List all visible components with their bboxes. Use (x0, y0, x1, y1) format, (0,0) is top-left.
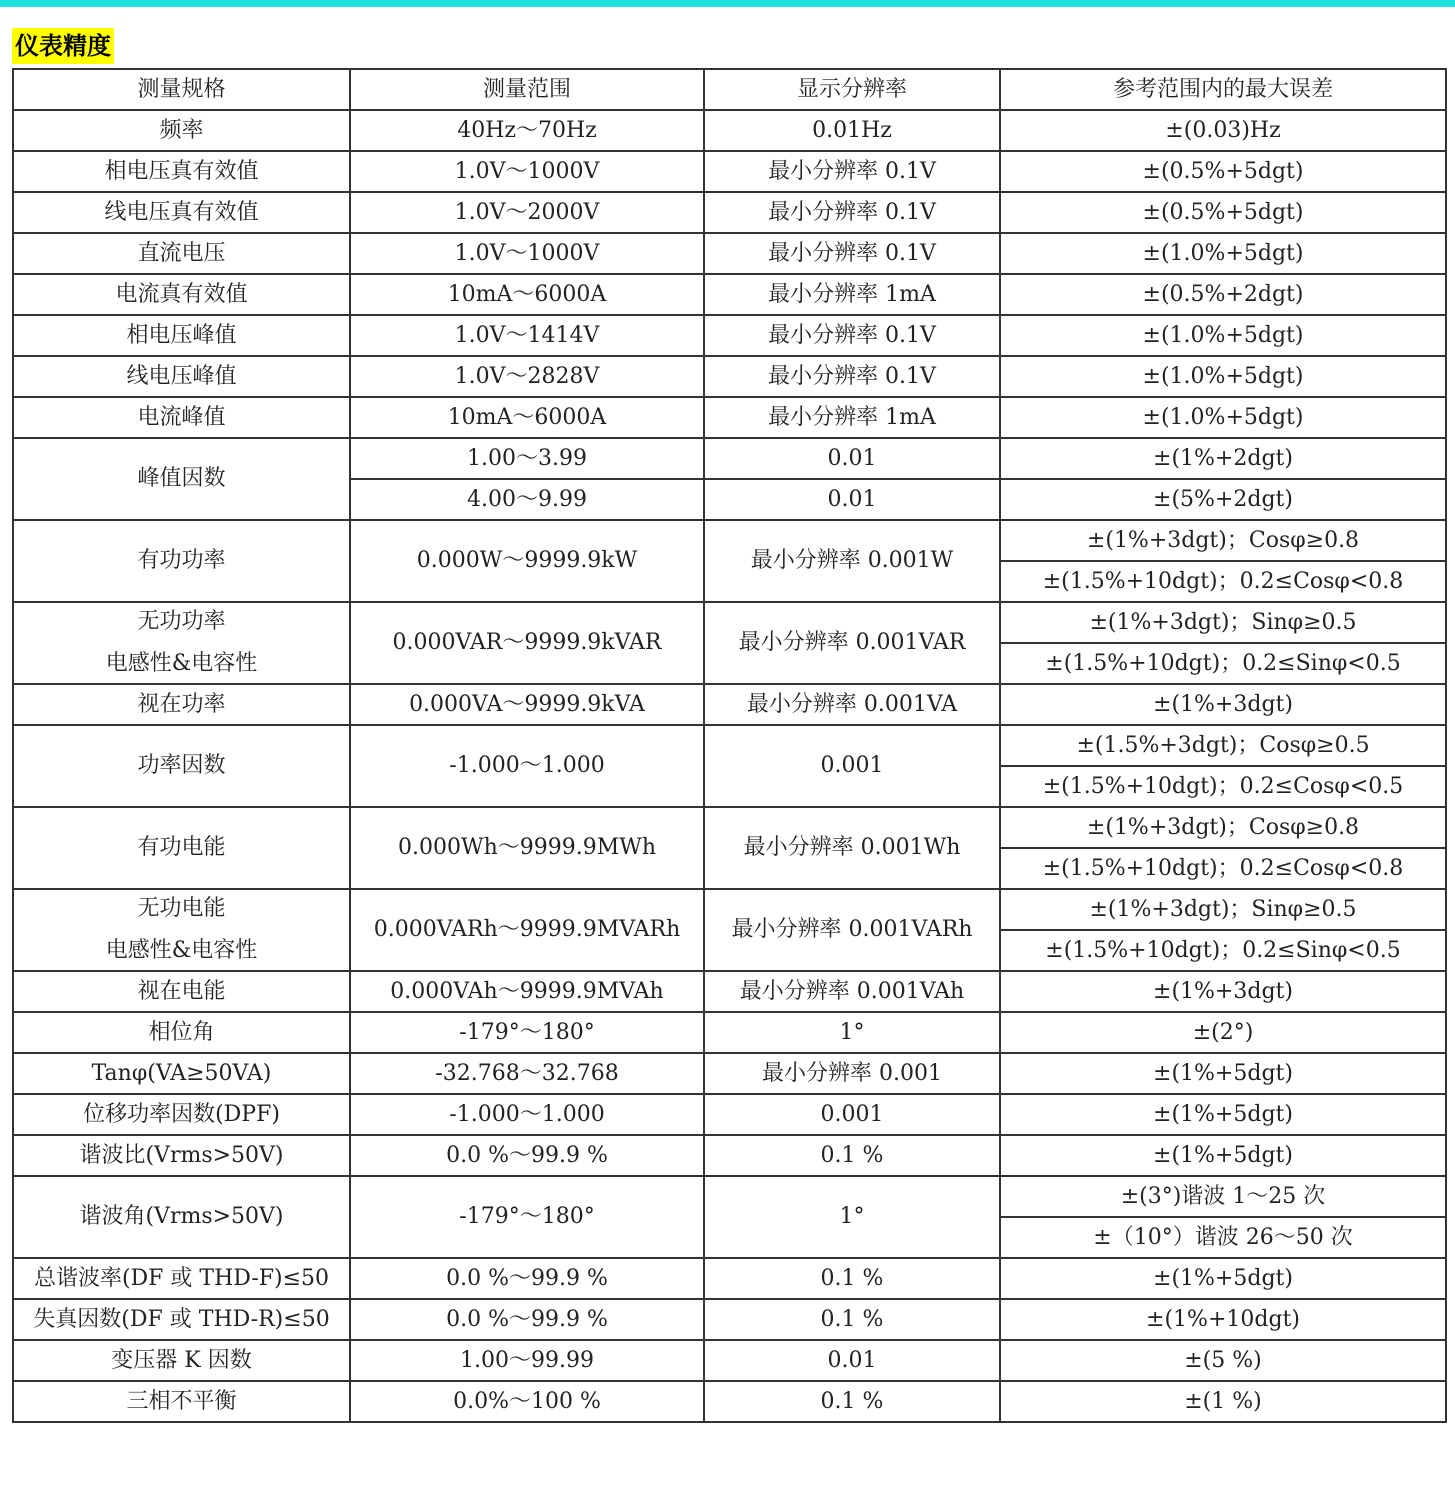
table-row (13, 684, 1446, 725)
resolution-cell: 最小分辨率 0.1V (704, 151, 1000, 192)
table-row (13, 274, 1446, 315)
resolution-cell: 最小分辨率 0.001Wh (704, 807, 1000, 889)
table-row (13, 1176, 1446, 1217)
accuracy-table (12, 68, 1447, 1423)
error-cell: ±(1.5%+10dgt)；0.2≤Cosφ<0.8 (1000, 561, 1446, 602)
error-cell: ±(1.5%+10dgt)；0.2≤Cosφ<0.5 (1000, 766, 1446, 807)
spec-name-cell (13, 1176, 350, 1258)
range-cell: 0.0 %～99.9 % (350, 1135, 704, 1176)
error-cell: ±(0.03)Hz (1000, 110, 1446, 151)
resolution-cell: 最小分辨率 0.001VAh (704, 971, 1000, 1012)
resolution-cell: 0.01 (704, 438, 1000, 479)
spec-name-line: 相电压峰值 (126, 322, 237, 348)
table-row (13, 602, 1446, 643)
spec-name-cell (13, 110, 350, 151)
section-title: 仪表精度 (12, 28, 114, 64)
resolution-cell: 0.1 % (704, 1258, 1000, 1299)
spec-name-line: 总谐波率(DF 或 THD-F)≤50 (33, 1265, 330, 1291)
error-cell: ±(5 %) (1000, 1340, 1446, 1381)
spec-name-cell (13, 602, 350, 684)
table-row (13, 110, 1446, 151)
spec-name-line: 线电压真有效值 (104, 199, 259, 225)
resolution-cell: 最小分辨率 0.1V (704, 356, 1000, 397)
spec-name-line: 视在功率 (137, 691, 226, 717)
error-cell: ±(1%+3dgt) (1000, 971, 1446, 1012)
range-cell: 0.000VAR～9999.9kVAR (350, 602, 704, 684)
table-row (13, 192, 1446, 233)
error-cell: ±(1%+3dgt)；Cosφ≥0.8 (1000, 520, 1446, 561)
spec-name-line: 电感性&电容性 (105, 938, 258, 963)
table-row (13, 520, 1446, 561)
range-cell: -1.000～1.000 (350, 725, 704, 807)
spec-name-cell (13, 397, 350, 438)
error-cell: ±(1%+3dgt) (1000, 684, 1446, 725)
spec-name-cell (13, 889, 350, 971)
resolution-cell: 0.001 (704, 1094, 1000, 1135)
table-row (13, 356, 1446, 397)
resolution-cell: 最小分辨率 0.001VARh (704, 889, 1000, 971)
spec-name-line: 线电压峰值 (126, 363, 237, 389)
spec-name-cell (13, 233, 350, 274)
spec-name-cell (13, 274, 350, 315)
error-cell: ±(1%+5dgt) (1000, 1135, 1446, 1176)
error-cell: ±(3°)谐波 1～25 次 (1000, 1176, 1446, 1217)
error-cell: ±(1.0%+5dgt) (1000, 233, 1446, 274)
table-row (13, 233, 1446, 274)
table-row (13, 725, 1446, 766)
range-cell: 4.00～9.99 (350, 479, 704, 520)
error-cell: ±(1%+10dgt) (1000, 1299, 1446, 1340)
table-row (13, 1094, 1446, 1135)
table-row (13, 889, 1446, 930)
error-cell: ±(1.5%+10dgt)；0.2≤Sinφ<0.5 (1000, 930, 1446, 971)
error-cell: ±(1.5%+10dgt)；0.2≤Cosφ<0.8 (1000, 848, 1446, 889)
spec-name-line: 谐波角(Vrms>50V) (79, 1204, 284, 1229)
spec-name-cell (13, 1299, 350, 1340)
spec-name-line: 位移功率因数(DPF) (83, 1101, 280, 1127)
spec-name-line: 相位角 (148, 1019, 215, 1045)
range-cell: 0.000Wh～9999.9MWh (350, 807, 704, 889)
error-cell: ±(1%+3dgt)；Sinφ≥0.5 (1000, 602, 1446, 643)
spec-name-line: 电流真有效值 (115, 281, 248, 307)
spec-name-line: 有功电能 (137, 835, 226, 860)
spec-name-cell (13, 1012, 350, 1053)
table-row (13, 1340, 1446, 1381)
spec-name-line: 谐波比(Vrms>50V) (79, 1142, 284, 1168)
spec-name-line: Tanφ(VA≥50VA) (91, 1060, 272, 1086)
spec-name-cell (13, 1135, 350, 1176)
table-row (13, 1258, 1446, 1299)
error-cell: ±(1%+3dgt)；Sinφ≥0.5 (1000, 889, 1446, 930)
table-row (13, 1299, 1446, 1340)
spec-name-cell (13, 438, 350, 520)
error-cell: ±(1 %) (1000, 1381, 1446, 1422)
error-cell: ±(5%+2dgt) (1000, 479, 1446, 520)
resolution-cell: 0.1 % (704, 1135, 1000, 1176)
resolution-cell: 最小分辨率 0.001VAR (704, 602, 1000, 684)
table-row (13, 971, 1446, 1012)
range-cell: 0.0 %～99.9 % (350, 1258, 704, 1299)
error-cell: ±(1%+5dgt) (1000, 1094, 1446, 1135)
table-row (13, 397, 1446, 438)
spec-name-line: 三相不平衡 (126, 1388, 237, 1414)
error-cell: ±(1.5%+10dgt)；0.2≤Sinφ<0.5 (1000, 643, 1446, 684)
resolution-cell: 最小分辨率 0.1V (704, 192, 1000, 233)
spec-name-cell (13, 1381, 350, 1422)
range-cell: 0.0%～100 % (350, 1381, 704, 1422)
resolution-cell: 最小分辨率 0.1V (704, 315, 1000, 356)
spec-name-line: 相电压真有效值 (104, 158, 259, 184)
spec-name-line: 视在电能 (137, 978, 226, 1004)
spec-name-cell (13, 971, 350, 1012)
table-row (13, 1053, 1446, 1094)
error-cell: ±(0.5%+5dgt) (1000, 192, 1446, 233)
resolution-cell: 0.01 (704, 479, 1000, 520)
spec-name-cell (13, 315, 350, 356)
table-row (13, 807, 1446, 848)
range-cell: 0.000VA～9999.9kVA (350, 684, 704, 725)
error-cell: ±(1.0%+5dgt) (1000, 315, 1446, 356)
spec-name-line: 峰值因数 (137, 466, 226, 491)
spec-name-cell (13, 1340, 350, 1381)
spec-name-line: 功率因数 (137, 753, 226, 778)
spec-name-line: 有功功率 (137, 548, 226, 573)
range-cell: 1.0V～1000V (350, 151, 704, 192)
header-cell: 测量范围 (350, 69, 704, 110)
spec-name-line: 直流电压 (137, 240, 226, 266)
spec-name-cell (13, 356, 350, 397)
resolution-cell: 最小分辨率 1mA (704, 397, 1000, 438)
range-cell: 0.000VARh～9999.9MVARh (350, 889, 704, 971)
range-cell: 1.0V～2828V (350, 356, 704, 397)
error-cell: ±（10°）谐波 26～50 次 (1000, 1217, 1446, 1258)
top-accent-bar (0, 0, 1455, 7)
table-row (13, 151, 1446, 192)
spec-name-line: 变压器 K 因数 (111, 1347, 252, 1373)
spec-name-cell (13, 684, 350, 725)
resolution-cell: 0.01 (704, 1340, 1000, 1381)
error-cell: ±(1%+3dgt)；Cosφ≥0.8 (1000, 807, 1446, 848)
table-header-row (13, 69, 1446, 110)
table-row (13, 315, 1446, 356)
spec-name-cell (13, 1053, 350, 1094)
error-cell: ±(1.0%+5dgt) (1000, 356, 1446, 397)
resolution-cell: 0.01Hz (704, 110, 1000, 151)
range-cell: 1.00～3.99 (350, 438, 704, 479)
resolution-cell: 最小分辨率 0.001 (704, 1053, 1000, 1094)
resolution-cell: 最小分辨率 1mA (704, 274, 1000, 315)
range-cell: 40Hz～70Hz (350, 110, 704, 151)
spec-name-cell (13, 192, 350, 233)
spec-name-cell (13, 151, 350, 192)
resolution-cell: 最小分辨率 0.1V (704, 233, 1000, 274)
range-cell: 1.0V～1414V (350, 315, 704, 356)
spec-name-line: 电感性&电容性 (105, 651, 258, 676)
error-cell: ±(1.0%+5dgt) (1000, 397, 1446, 438)
range-cell: -179°～180° (350, 1012, 704, 1053)
spec-name-line: 频率 (159, 117, 204, 143)
spec-name-cell (13, 1258, 350, 1299)
error-cell: ±(0.5%+5dgt) (1000, 151, 1446, 192)
range-cell: 10mA～6000A (350, 274, 704, 315)
spec-name-line: 电流峰值 (137, 404, 226, 430)
error-cell: ±(1%+2dgt) (1000, 438, 1446, 479)
table-row (13, 1135, 1446, 1176)
table-row (13, 1012, 1446, 1053)
range-cell: 1.00～99.99 (350, 1340, 704, 1381)
spec-name-cell (13, 1094, 350, 1135)
range-cell: -32.768～32.768 (350, 1053, 704, 1094)
error-cell: ±(1%+5dgt) (1000, 1053, 1446, 1094)
range-cell: -1.000～1.000 (350, 1094, 704, 1135)
range-cell: -179°～180° (350, 1176, 704, 1258)
error-cell: ±(1%+5dgt) (1000, 1258, 1446, 1299)
spec-name-cell (13, 520, 350, 602)
error-cell: ±(1.5%+3dgt)；Cosφ≥0.5 (1000, 725, 1446, 766)
resolution-cell: 0.001 (704, 725, 1000, 807)
resolution-cell: 最小分辨率 0.001VA (704, 684, 1000, 725)
header-cell: 参考范围内的最大误差 (1000, 69, 1446, 110)
range-cell: 0.000VAh～9999.9MVAh (350, 971, 704, 1012)
range-cell: 0.0 %～99.9 % (350, 1299, 704, 1340)
range-cell: 10mA～6000A (350, 397, 704, 438)
spec-name-line: 无功电能 (137, 896, 226, 921)
resolution-cell: 1° (704, 1012, 1000, 1053)
range-cell: 0.000W～9999.9kW (350, 520, 704, 602)
resolution-cell: 0.1 % (704, 1381, 1000, 1422)
spec-name-line: 失真因数(DF 或 THD-R)≤50 (33, 1306, 330, 1332)
spec-name-cell (13, 725, 350, 807)
resolution-cell: 1° (704, 1176, 1000, 1258)
error-cell: ±(2°) (1000, 1012, 1446, 1053)
error-cell: ±(0.5%+2dgt) (1000, 274, 1446, 315)
header-cell: 测量规格 (13, 69, 350, 110)
resolution-cell: 最小分辨率 0.001W (704, 520, 1000, 602)
table-row (13, 438, 1446, 479)
range-cell: 1.0V～1000V (350, 233, 704, 274)
resolution-cell: 0.1 % (704, 1299, 1000, 1340)
spec-name-cell (13, 807, 350, 889)
table-row (13, 1381, 1446, 1422)
header-cell: 显示分辨率 (704, 69, 1000, 110)
spec-name-line: 无功功率 (137, 609, 226, 634)
range-cell: 1.0V～2000V (350, 192, 704, 233)
